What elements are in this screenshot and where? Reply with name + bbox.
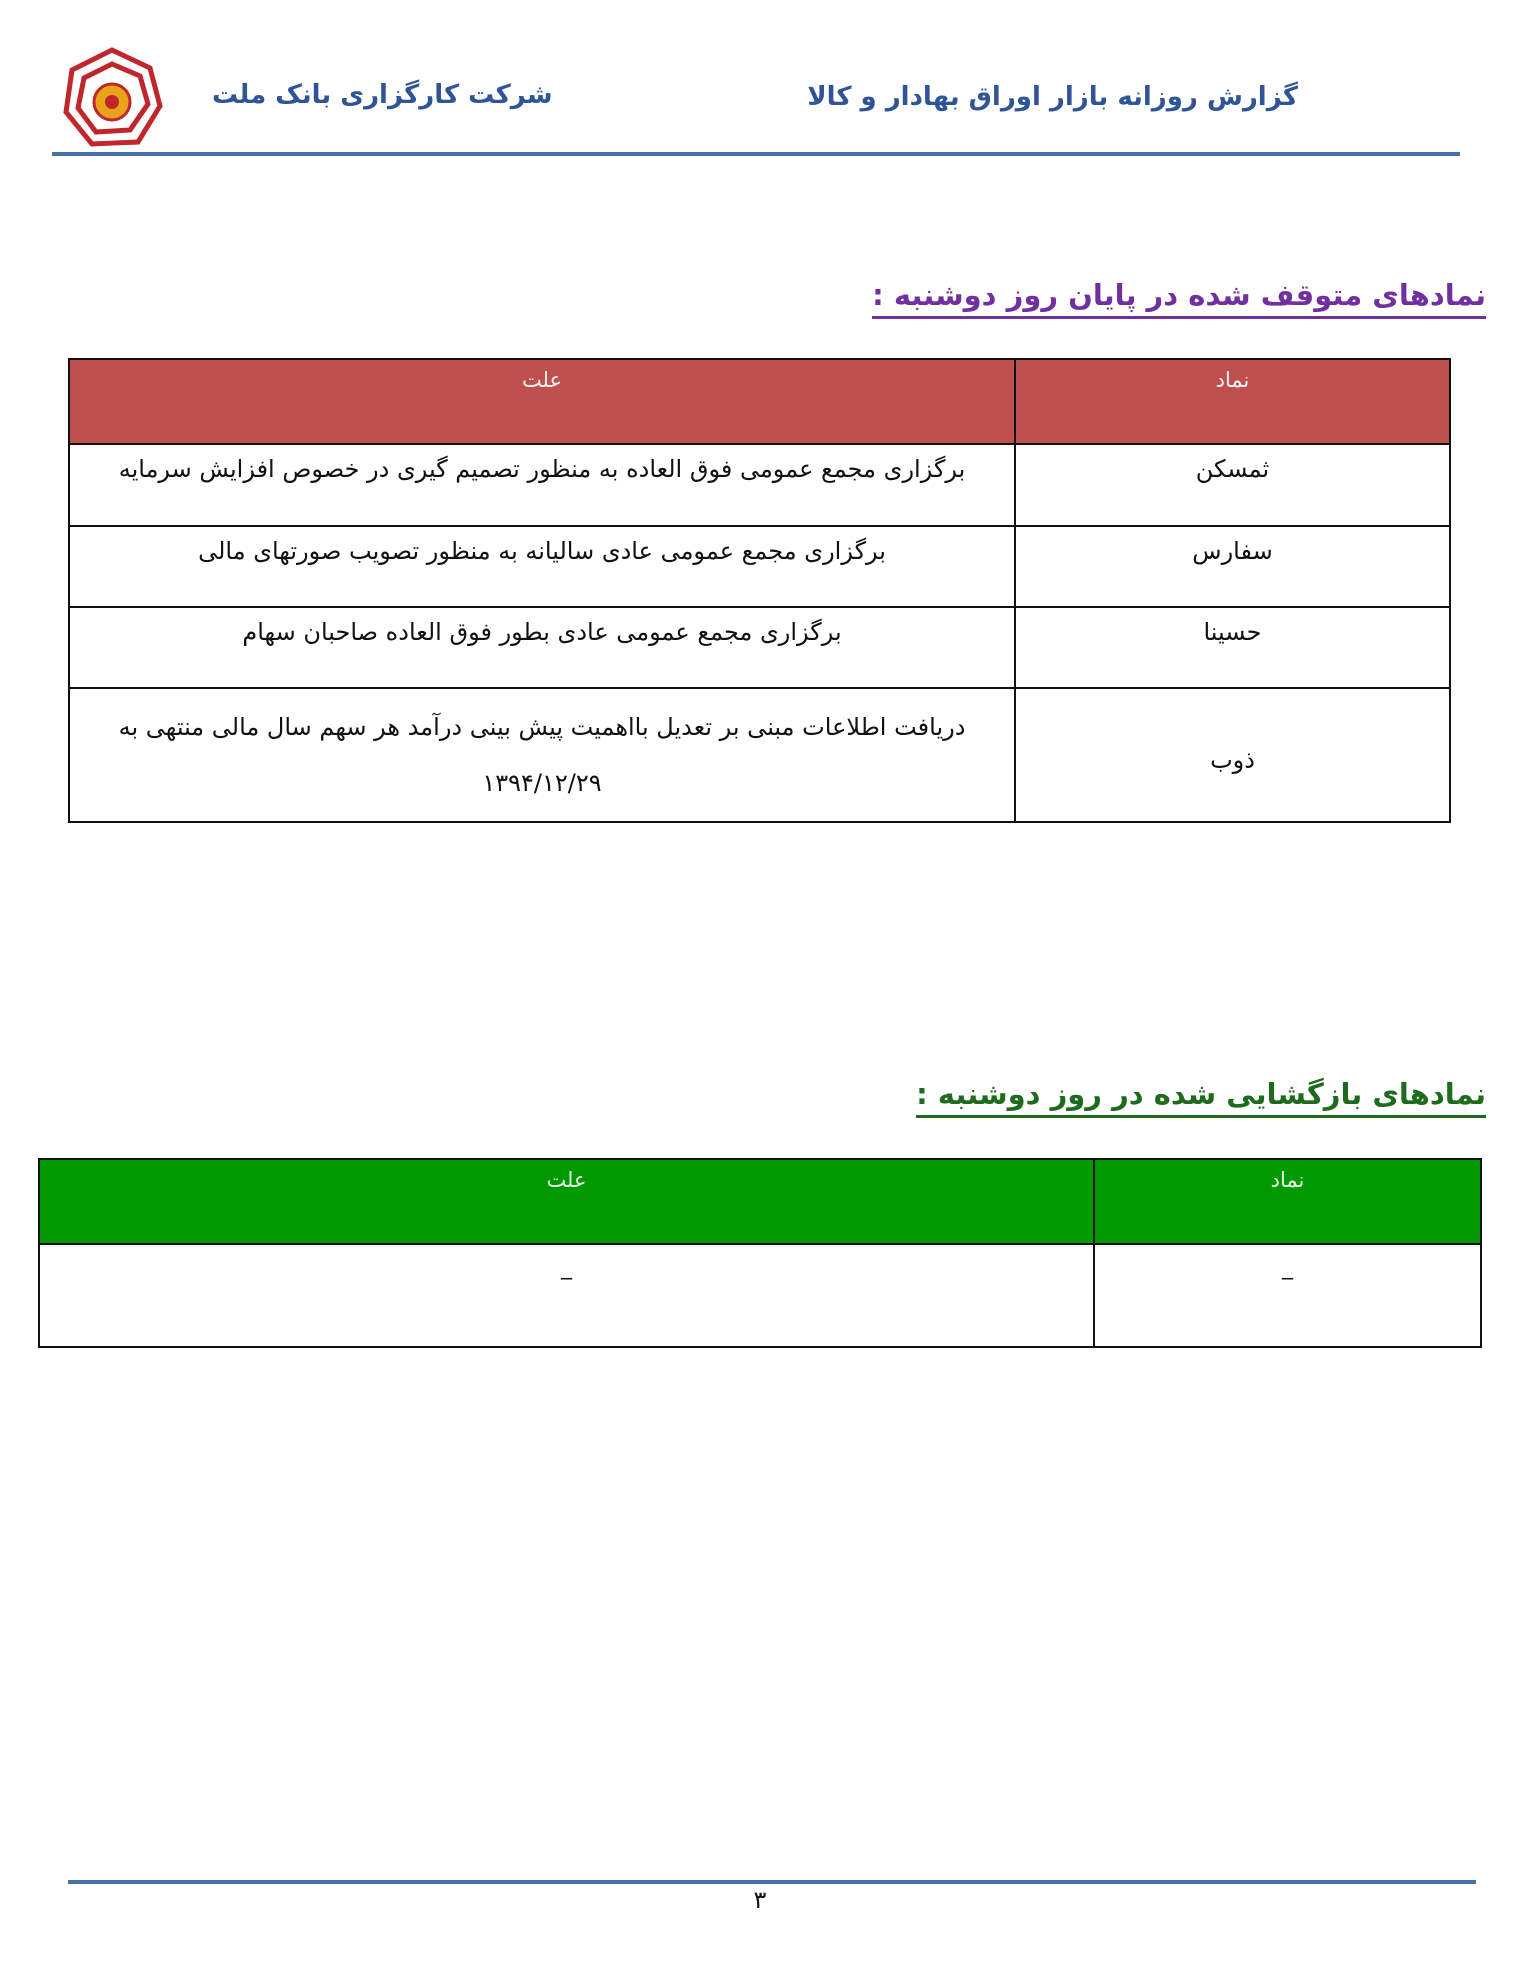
footer-divider (68, 1880, 1476, 1884)
reason-cell: دریافت اطلاعات مبنی بر تعدیل بااهمیت پیش بینی درآمد هر سهم سال مالی منتهی به ۱۳۹۴/۱۲/۲۹ (69, 688, 1015, 822)
reason-cell: برگزاری مجمع عمومی عادی سالیانه به منظور تصویب صورتهای مالی (69, 526, 1015, 607)
symbol-cell: ذوب (1015, 688, 1450, 822)
reason-cell: برگزاری مجمع عمومی عادی بطور فوق العاده صاحبان سهام (69, 607, 1015, 688)
reopened-table (38, 1158, 1482, 1348)
page-number: ۳ (753, 1886, 767, 1914)
table-row (69, 444, 1450, 526)
company-logo (60, 46, 164, 150)
reason-cell: برگزاری مجمع عمومی فوق العاده به منظور تصمیم گیری در خصوص افزایش سرمایه (69, 444, 1015, 526)
table-header-row (69, 359, 1450, 444)
table-header-row (39, 1159, 1481, 1244)
symbol-cell: _ (1094, 1244, 1481, 1347)
reopened-section-title: نمادهای بازگشایی شده در روز دوشنبه : (916, 1077, 1486, 1118)
column-header-reason: علت (69, 359, 1015, 444)
table-row (69, 688, 1450, 822)
suspended-section-title: نمادهای متوقف شده در پایان روز دوشنبه : (872, 278, 1486, 319)
symbol-cell: ثمسکن (1015, 444, 1450, 526)
table-row (69, 526, 1450, 607)
symbol-cell: سفارس (1015, 526, 1450, 607)
reason-cell: _ (39, 1244, 1094, 1347)
header-divider (52, 152, 1460, 156)
table-row (39, 1244, 1481, 1347)
column-header-symbol: نماد (1094, 1159, 1481, 1244)
report-title: گزارش روزانه بازار اوراق بهادار و کالا (807, 82, 1298, 112)
company-name: شرکت کارگزاری بانک ملت (212, 80, 553, 110)
suspended-table (68, 358, 1451, 823)
column-header-symbol: نماد (1015, 359, 1450, 444)
symbol-cell: حسینا (1015, 607, 1450, 688)
table-row (69, 607, 1450, 688)
column-header-reason: علت (39, 1159, 1094, 1244)
